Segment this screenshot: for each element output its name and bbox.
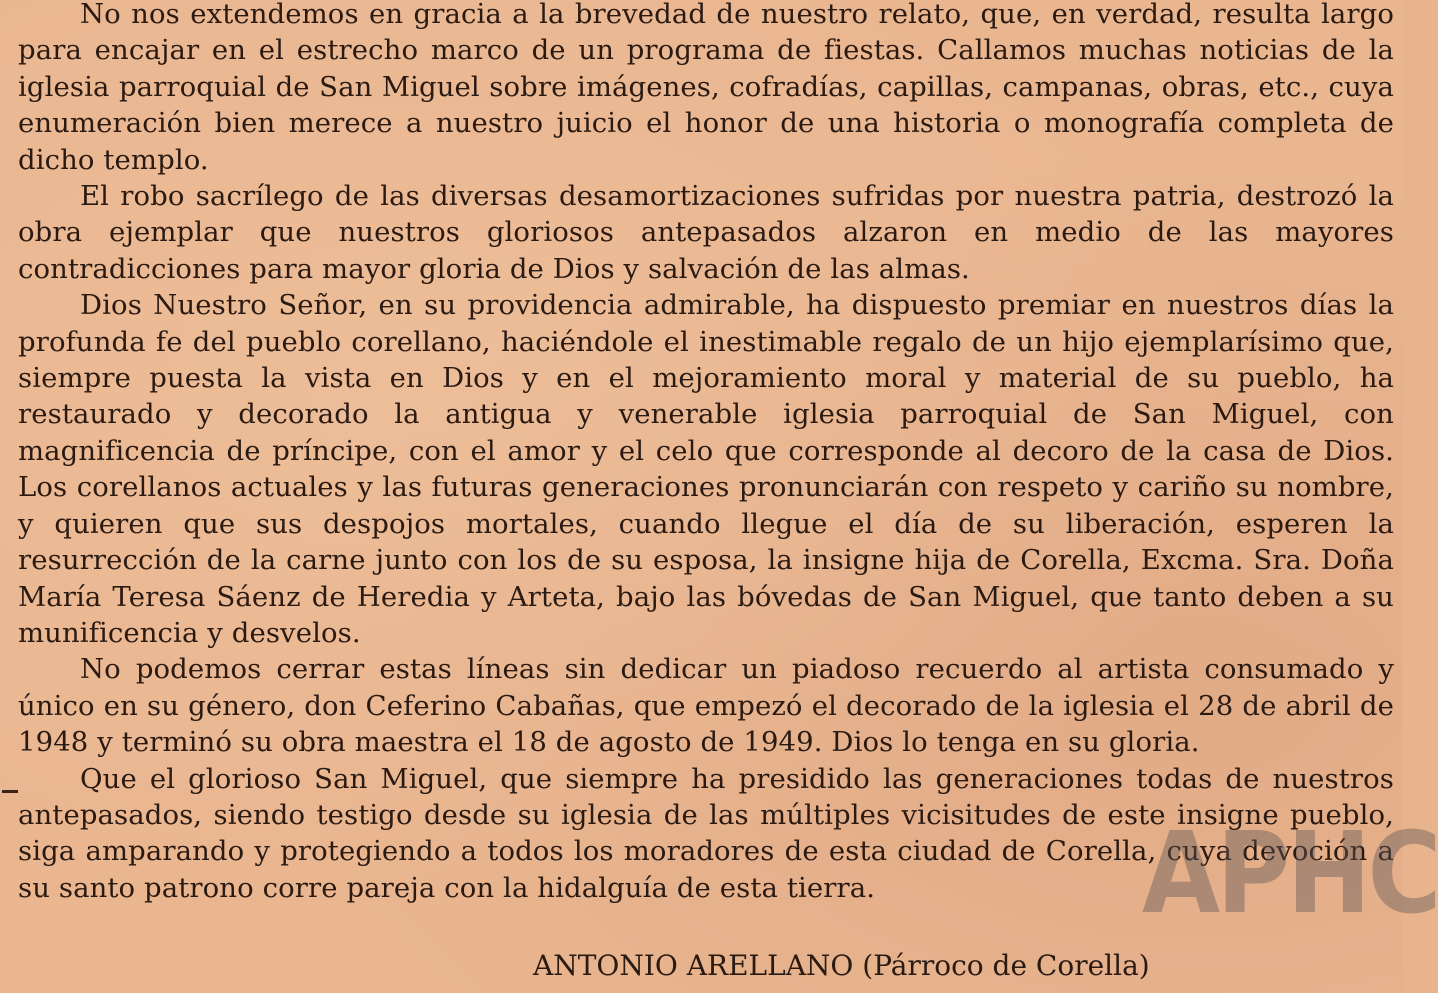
article-body [18,0,1394,906]
paragraph-3: Dios Nuestro Señor, en su providencia admirable, ha dispuesto premiar en nuestros días la profunda fe del pueblo corellano, haciéndole el inestimable regalo de un hijo ejemplarísimo que, siempre puesta la vista en Dios y en el mejoramiento moral y material de su pueblo, ha restaurado y decorado la antigua y venerable iglesia parroquial de San Miguel, con magnificencia de príncipe, con el amor y el celo que corresponde al decoro de la casa de Dios. Los corellanos actuales y las futuras generaciones pronunciarán con respeto y cariño su nombre, y quieren que sus despojos mortales, cuando llegue el día de su liberación, esperen la resurrección de la carne junto con los de su esposa, la insigne hija de Corella, Excma. Sra. Doña María Teresa Sáenz de Heredia y Arteta, bajo las bóvedas de San Miguel, que tanto deben a su munificencia y desvelos. [18,289,1394,649]
paragraph-1: No nos extendemos en gracia a la brevedad de nuestro relato, que, en verdad, resulta largo para encajar en el estrecho marco de un programa de fiestas. Callamos muchas noticias de la iglesia parroquial de San Miguel sobre imágenes, cofradías, capillas, campanas, obras, etc., cuya enumeración bien merece a nuestro juicio el honor de una historia o monografía completa de dicho templo. [18,0,1394,176]
archive-watermark: APHC [1142,809,1438,939]
paragraph-4: No podemos cerrar estas líneas sin dedicar un piadoso recuerdo al artista consumado y único en su género, don Ceferino Cabañas, que empezó el decorado de la iglesia el 28 de abril de 1948 y terminó su obra maestra el 18 de agosto de 1949. Dios lo tenga en su gloria. [18,653,1394,759]
margin-ink-mark [2,790,18,793]
author-signature: ANTONIO ARELLANO (Párroco de Corella) [533,949,1150,982]
paragraph-5: Que el glorioso San Miguel, que siempre ha presidido las generaciones todas de nuestros antepasados, siendo testigo desde su iglesia de las múltiples vicisitudes de este insigne pueblo, siga amparando y protegiendo a todos los moradores de esta ciudad de Corella, cuya devoción a su santo patrono corre pareja con la hidalguía de esta tierra. [18,762,1394,904]
paragraph-2: El robo sacrílego de las diversas desamortizaciones sufridas por nuestra patria, destrozó la obra ejemplar que nuestros gloriosos antepasados alzaron en medio de las mayores contradicciones para mayor gloria de Dios y salvación de las almas. [18,180,1394,285]
